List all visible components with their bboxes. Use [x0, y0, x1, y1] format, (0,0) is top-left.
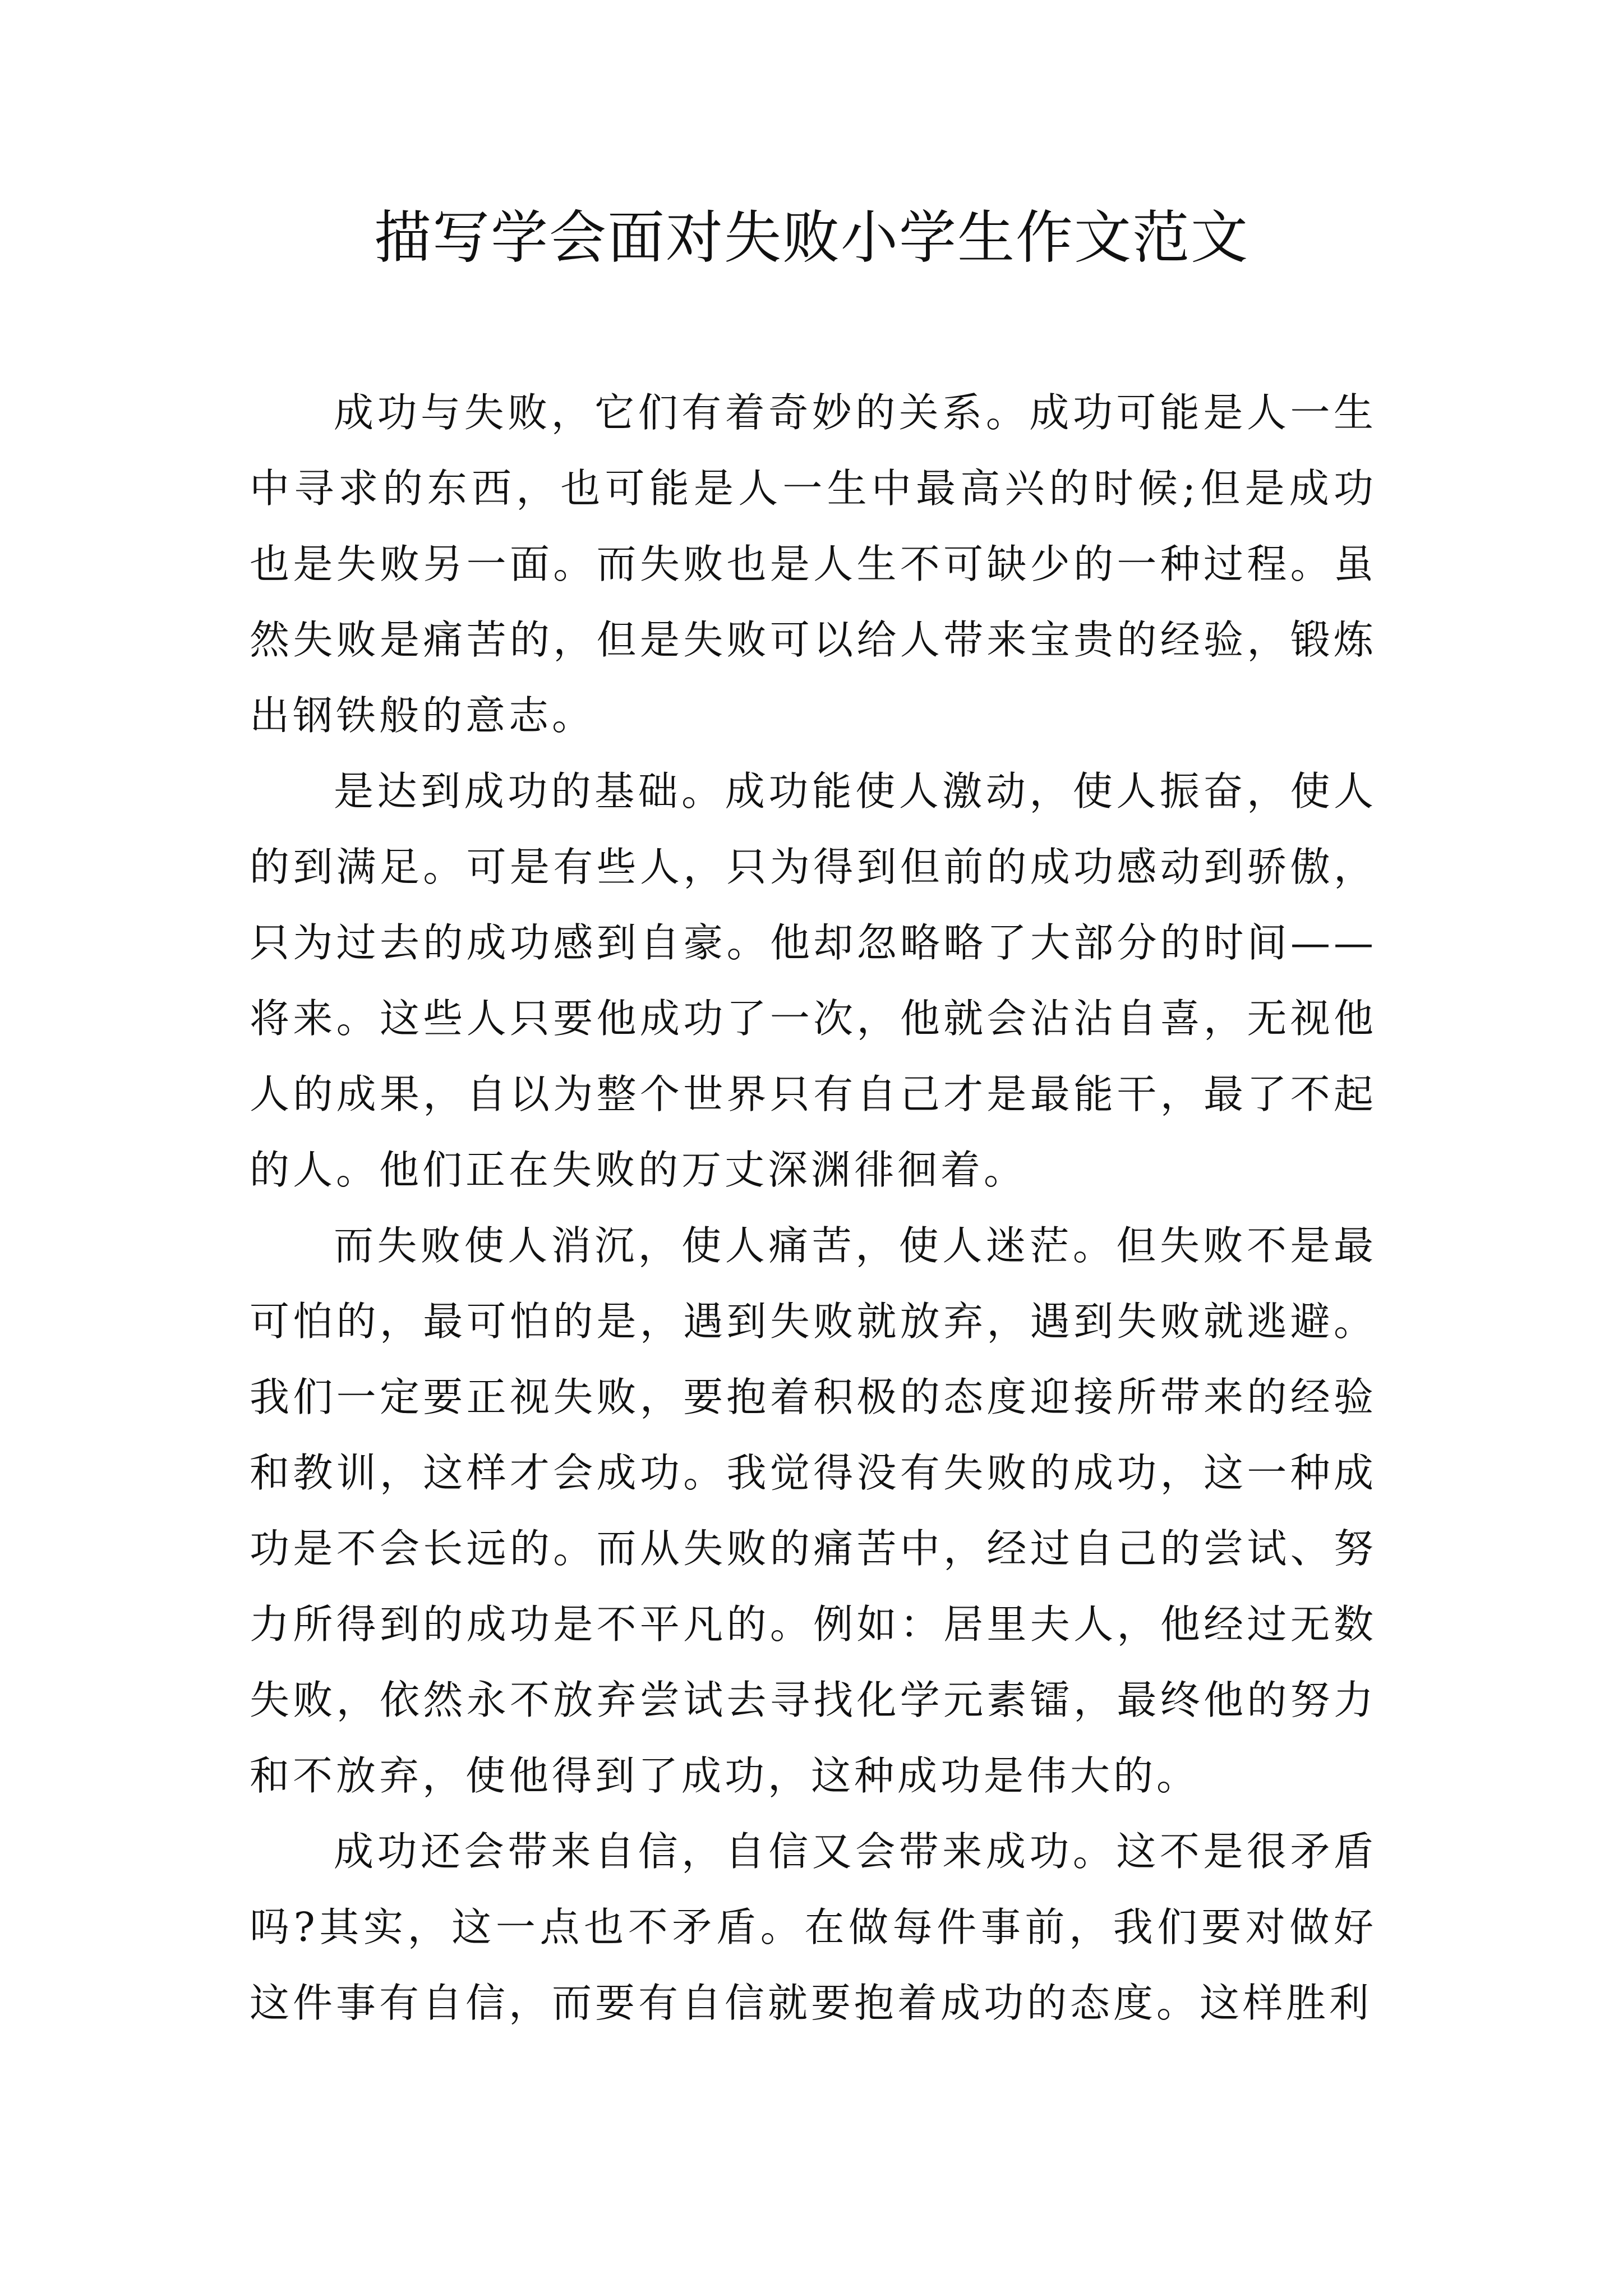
document-body [250, 375, 1377, 2041]
paragraph-3: 而失败使人消沉，使人痛苦，使人迷茫。但失败不是最可怕的，最可怕的是，遇到失败就放弃，遇到失败就逃避。我们一定要正视失败，要抱着积极的态度迎接所带来的经验和教训，这样才会成功。我觉得没有失败的成功，这一种成功是不会长远的。而从失败的痛苦中，经过自己的尝试、努力所得到的成功是不平凡的。例如：居里夫人，他经过无数失败，依然永不放弃尝试去寻找化学元素镭，最终他的努力和不放弃，使他得到了成功，这种成功是伟大的。 [250, 1222, 1377, 1799]
document-title: 描写学会面对失败小学生作文范文 [374, 205, 1249, 272]
paragraph-1: 成功与失败，它们有着奇妙的关系。成功可能是人一生中寻求的东西，也可能是人一生中最高兴的时候;但是成功也是失败另一面。而失败也是人生不可缺少的一种过程。虽然失败是痛苦的，但是失败可以给人带来宝贵的经验，锻炼出钢铁般的意志。 [250, 389, 1377, 739]
paragraph-2: 是达到成功的基础。成功能使人激动，使人振奋，使人的到满足。可是有些人，只为得到但前的成功感动到骄傲，只为过去的成功感到自豪。他却忽略略了大部分的时间——将来。这些人只要他成功了一次，他就会沾沾自喜，无视他人的成果，自以为整个世界只有自己才是最能干，最了不起的人。他们正在失败的万丈深渊徘徊着。 [250, 768, 1377, 1193]
paragraph-4: 成功还会带来自信，自信又会带来成功。这不是很矛盾吗?其实，这一点也不矛盾。在做每件事前，我们要对做好这件事有自信，而要有自信就要抱着成功的态度。这样胜利 [250, 1828, 1377, 2026]
